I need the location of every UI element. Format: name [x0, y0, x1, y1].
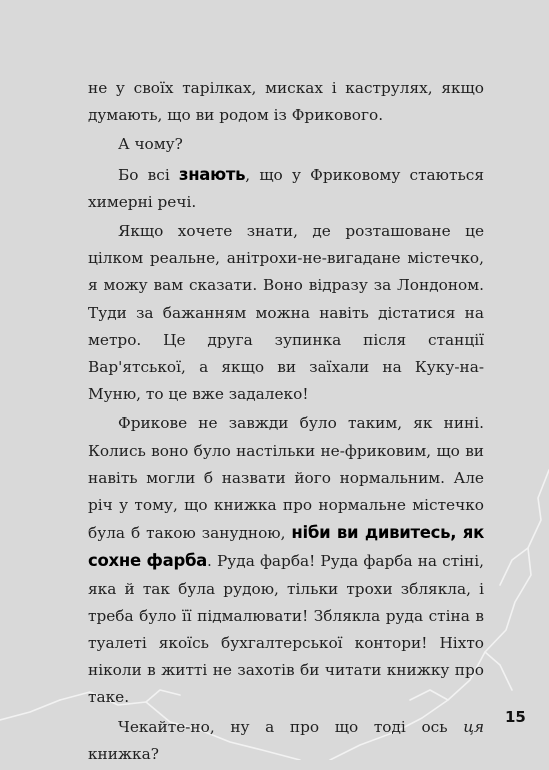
paragraph [88, 218, 484, 408]
italic-text: ця [463, 717, 484, 736]
paragraph [88, 410, 484, 711]
text-run: книжка? [88, 744, 159, 763]
text-run: не у своїх тарілках, мисках і каструлях, якщо думають, що ви родом із Фрикового. [88, 79, 484, 125]
text-run: Бо всі [118, 165, 179, 184]
paragraph [88, 161, 484, 216]
paragraph [88, 131, 484, 158]
text-run: , що у Фриковому стаються химерні речі. [88, 165, 484, 211]
text-run: А чому? [118, 135, 183, 154]
emphasis-text: ніби ви дивитесь, як сохне фарба [88, 523, 484, 571]
body-text [88, 75, 484, 770]
text-run: . Руда фарба! Руда фарба на стіні, яка й так була рудою, тільки трохи зблякла, і треба було її підмалювати! Зблякла руда стіна в туалеті якоїсь бухгалтерської контори! Ніхто ніколи в житті не захотів би читати книжку про таке. [88, 552, 484, 707]
text-run: Чекайте-но, ну а про що тоді ось [118, 717, 464, 736]
paragraph [88, 75, 484, 129]
emphasis-text: знають [178, 164, 246, 184]
text-run: Якщо хочете знати, де розташоване це цілком реальне, анітрохи-не-вигадане містечко, я можу вам сказати. Воно відразу за Лондоном. Туди за бажанням можна навіть дістатися на метро. Це друга зупинка після станції Вар'ятської, а якщо ви заїхали на Куку-на-Муню, то це вже задалеко! [88, 222, 484, 404]
page-number: 15 [505, 708, 526, 726]
text-run: Фрикове не завжди було таким, як нині. Колись воно було настільки не-фриковим, що ви навіть могли б назвати його нормальним. Але річ у тому, що книжка про нормальне містечко була б такою занудною, [88, 414, 484, 543]
